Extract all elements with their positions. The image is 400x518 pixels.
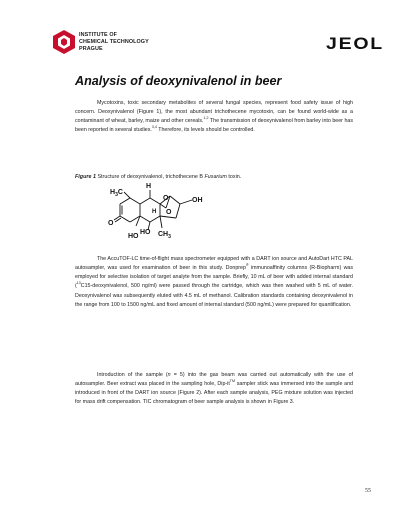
method-paragraph	[75, 255, 353, 310]
intro-paragraph	[75, 99, 353, 136]
atom-ho-1: HO	[140, 229, 151, 236]
procedure-trademark: TM	[229, 379, 235, 384]
deoxynivalenol-structure	[108, 176, 218, 242]
figure-caption-species: Fusarium	[204, 174, 227, 180]
method-text-a: The AccuTOF-LC time-of-flight mass spectrometer equipped with a DART ion source and AutoDart HTC PAL autosampler, was used for examination of beer in this study. Donprep	[75, 256, 353, 272]
procedure-text-c: sampler stick was immersed into the sample and introduced in front of the DART ion source (Figure 2). After each sample analysis, PEG mixture solution was injected for mass drift compensation. TIC chromatogram of beer sample analysis is shown in Figure 3.	[75, 381, 353, 406]
figure-label: Figure 1	[75, 174, 96, 180]
intro-text-a: Mycotoxins, toxic secondary metabolites of several fungal species, represent food safety issue of high concern. Deoxynivalenol (Figure 1), the most abundant trichothecene mycotoxin, can be found world-wide as a contaminant of wheat, barley, maize and other cereals.	[75, 100, 353, 125]
intro-text-c: Therefore, its levels should be controlled.	[156, 127, 255, 134]
atom-o-epoxide: O	[166, 209, 172, 216]
page-number: 55	[365, 488, 371, 494]
atom-ho-2: HO	[128, 233, 139, 240]
page-header	[52, 27, 352, 67]
intro-text-b: The transmission of deoxynivalenol from barley into beer has been reported in several studies.	[75, 118, 353, 134]
procedure-n: n	[167, 372, 171, 378]
method-text-c: C15-deoxynivalenol, 500 ng/ml) were passed through the cartridge, which was then washed with 5 mL of water. Deoxynivalenol was subsequently eluted with 4.5 mL of methanol. Calibration standards containing deoxynivalenol in the range from 100 to 1500 ng/mL and fixed amount of internal standard (500 ng/mL) were prepared for quantification.	[75, 283, 353, 308]
atom-o-keto: O	[108, 220, 114, 227]
atom-o-ring: O	[163, 195, 169, 202]
atom-oh-right: OH	[192, 197, 203, 204]
procedure-text-b: = 5) into the gas beam was carried out automatically with the use of autosampler. Beer extract was placed in the sampling hole, Dip-it	[75, 372, 354, 388]
method-registered-mark: ®	[245, 263, 249, 268]
atom-h3c: $H_3C$	[110, 189, 123, 198]
atom-ch3: $CH_3$	[158, 231, 171, 240]
procedure-paragraph	[75, 371, 353, 408]
article-title: Analysis of deoxynivalenol in beer	[75, 74, 282, 88]
figure-caption-text-a: Structure of deoxynivalenol, trichothecene B	[95, 174, 205, 180]
institute-line-3: PRAGUE	[79, 45, 103, 52]
procedure-text-a: Introduction of the sample (	[97, 372, 168, 378]
jeol-logo: JEOL	[326, 34, 384, 53]
atom-h-top: H	[146, 183, 152, 190]
institute-line-1: INSTITUTE OF	[79, 32, 118, 38]
method-isotope-mass: 13	[76, 281, 81, 286]
institute-logo-icon	[52, 29, 76, 55]
intro-ref-2: 3,4	[151, 125, 157, 130]
institute-line-2: CHEMICAL TECHNOLOGY	[79, 38, 149, 45]
method-text-b: immunoaffinity columns (R-Biopharm) was employed for selective isolation of target analyte from the sample. Briefly, 10 mL of beer with added internal standard (	[75, 265, 354, 290]
figure-caption-text-b: toxin.	[226, 174, 242, 180]
intro-ref-1: 1,2	[203, 116, 209, 121]
atom-h-mid: H	[152, 209, 157, 215]
institute-name	[79, 32, 149, 52]
